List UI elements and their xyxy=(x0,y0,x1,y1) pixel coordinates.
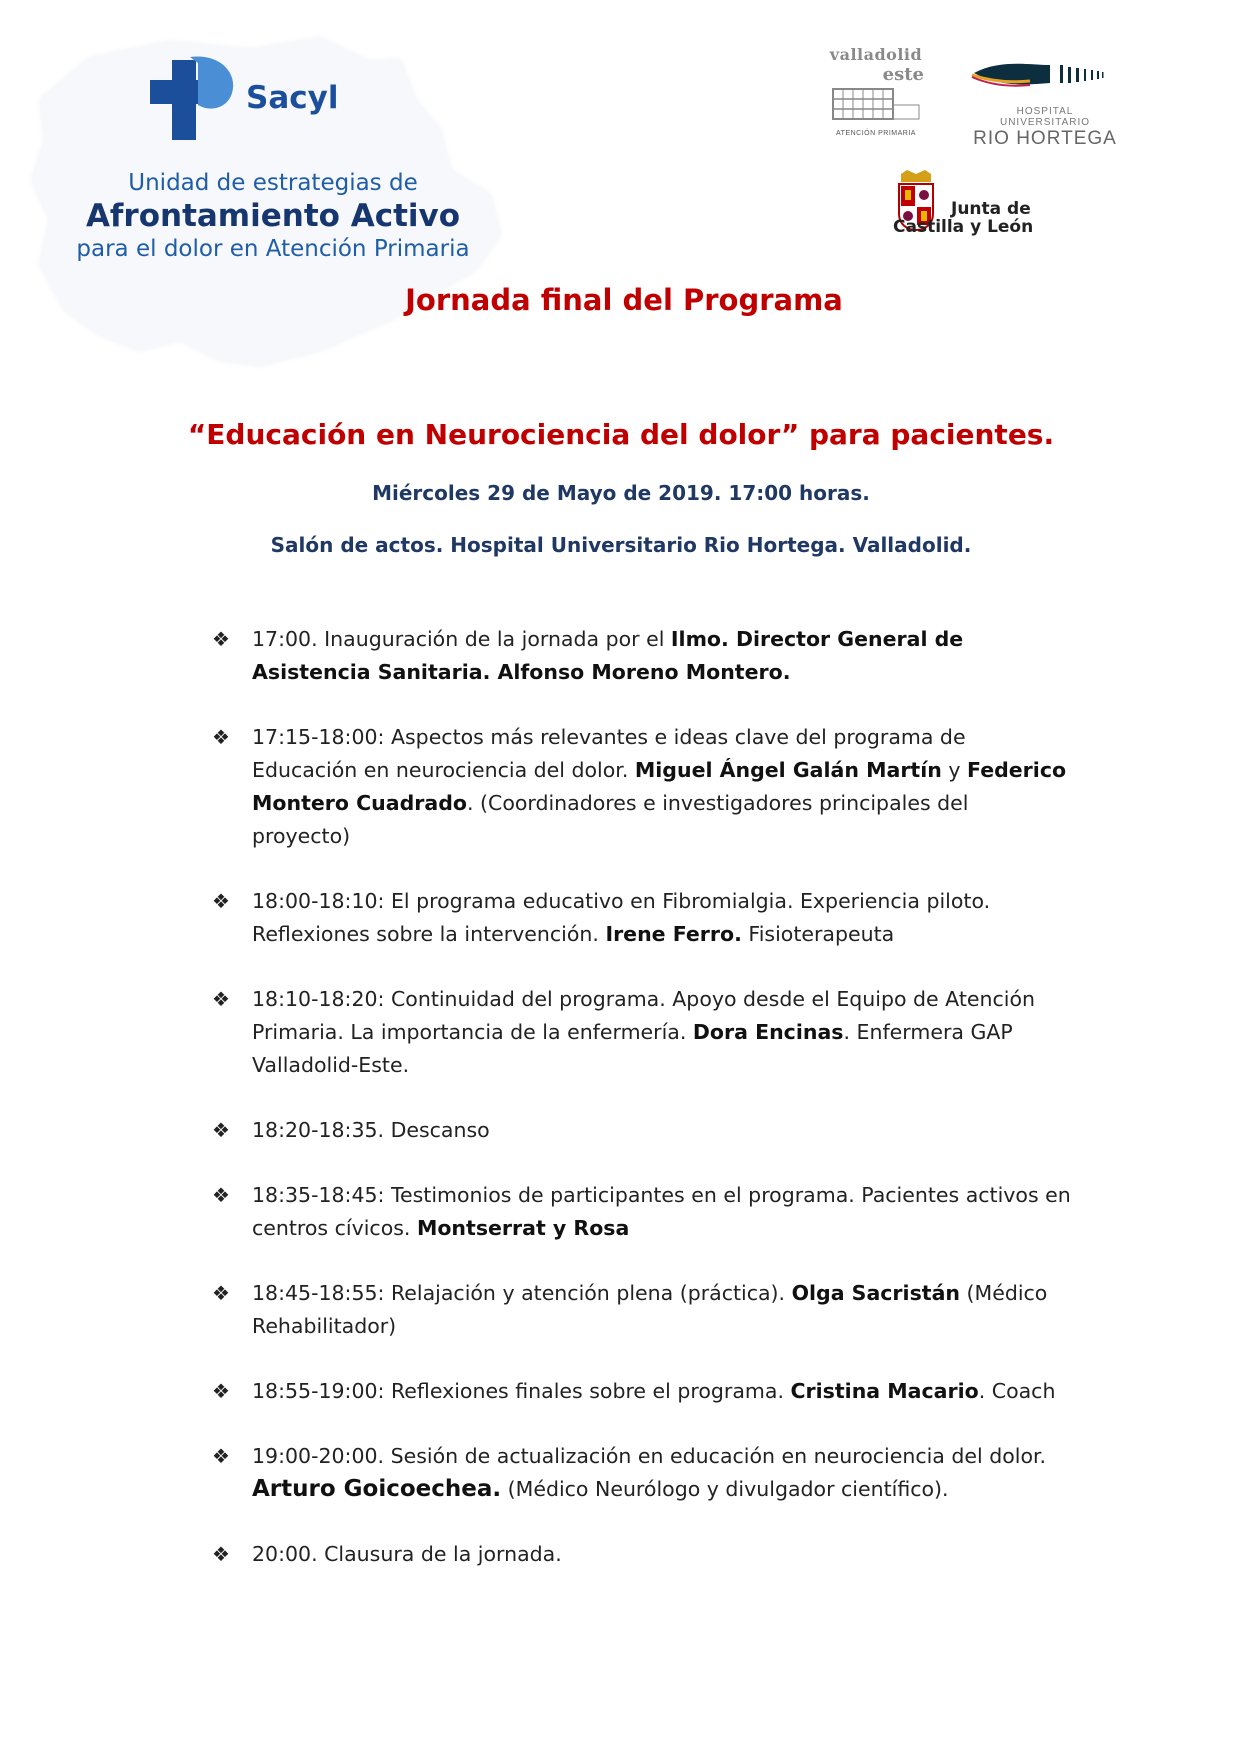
rio-hortega-logo xyxy=(970,55,1120,149)
sacyl-brand-text: Sacyl xyxy=(246,79,339,116)
agenda-item xyxy=(212,983,1072,1082)
agenda-item-text: Fisioterapeuta xyxy=(741,922,895,946)
diamond-bullet-icon: ❖ xyxy=(212,889,230,913)
jornada-title-row xyxy=(0,283,1242,317)
unit-title-line2: Afrontamiento Activo xyxy=(85,198,461,234)
event-date: Miércoles 29 de Mayo de 2019. 17:00 horas. xyxy=(372,481,870,505)
agenda-item-text: y xyxy=(941,758,968,782)
agenda-item-text: 18:20-18:35. Descanso xyxy=(252,1118,490,1142)
sacyl-logo xyxy=(150,55,338,140)
agenda-item xyxy=(212,1277,1072,1343)
agenda-item-speaker: Miguel Ángel Galán Martín xyxy=(634,758,942,782)
agenda-item-text: (Médico Neurólogo y divulgador científico). xyxy=(501,1477,949,1501)
agenda-item-text: 18:55-19:00: Reflexiones finales sobre el programa. xyxy=(252,1379,791,1403)
agenda-item-speaker: Ilmo. Director General de Asistencia Sanitaria. Alfonso Moreno Montero. xyxy=(252,627,964,684)
jcyl-line2: Castilla y León xyxy=(893,217,1034,237)
valladolid-este-logo xyxy=(820,45,932,145)
diamond-bullet-icon: ❖ xyxy=(212,1379,230,1403)
agenda-item xyxy=(212,1538,1072,1571)
rh-logo-small: HOSPITAL UNIVERSITARIO xyxy=(999,106,1091,128)
diamond-bullet-icon: ❖ xyxy=(212,1183,230,1207)
diamond-bullet-icon: ❖ xyxy=(212,1542,230,1566)
agenda-item xyxy=(212,1114,1072,1147)
rh-logo-big: RIO HORTEGA xyxy=(973,128,1117,149)
junta-castilla-leon-logo xyxy=(895,170,1033,236)
agenda-item-speaker: Olga Sacristán xyxy=(791,1281,960,1305)
rio-hortega-swoosh-icon xyxy=(970,55,1120,95)
agenda-item-text: (Médico Rehabilitador) xyxy=(252,1281,1048,1338)
agenda-item-text: . Enfermera GAP Valladolid-Este. xyxy=(252,1020,1013,1077)
va-logo-title: valladolid xyxy=(829,45,923,64)
diamond-bullet-icon: ❖ xyxy=(212,1444,230,1468)
agenda-item-text: 18:45-18:55: Relajación y atención plena (práctica). xyxy=(252,1281,792,1305)
agenda-item-text: 18:35-18:45: Testimonios de participantes en el programa. Pacientes activos en centros cívicos. xyxy=(252,1183,1071,1240)
agenda-item-text: 18:00-18:10: El programa educativo en Fibromialgia. Experiencia piloto. Reflexiones sobre la intervención. xyxy=(252,889,991,946)
agenda-item-text: 17:00. Inauguración de la jornada por el xyxy=(252,627,671,651)
agenda-item-text: . Coach xyxy=(978,1379,1056,1403)
va-logo-caption: ATENCIÓN PRIMARIA xyxy=(836,130,916,137)
agenda-item-speaker: Irene Ferro. xyxy=(605,922,742,946)
sacyl-cross-icon xyxy=(150,55,240,140)
diamond-bullet-icon: ❖ xyxy=(212,987,230,1011)
event-title: “Educación en Neurociencia del dolor” para pacientes. xyxy=(187,418,1055,451)
colosseum-icon xyxy=(831,85,921,123)
agenda-item-text: . (Coordinadores e investigadores principales del proyecto) xyxy=(252,791,969,848)
diamond-bullet-icon: ❖ xyxy=(212,627,230,651)
agenda-item-speaker: Arturo Goicoechea. xyxy=(252,1476,502,1502)
unit-title-line1: Unidad de estrategias de xyxy=(128,170,418,196)
agenda-item xyxy=(212,721,1072,853)
agenda-item-speaker: Dora Encinas xyxy=(692,1020,844,1044)
agenda-item xyxy=(212,1440,1072,1506)
agenda-item xyxy=(212,1375,1072,1408)
agenda-item xyxy=(212,885,1072,951)
agenda-item-text: 17:15-18:00: Aspectos más relevantes e ideas clave del programa de Educación en neurociencia del dolor. xyxy=(252,725,966,782)
agenda-list xyxy=(212,623,1072,1571)
diamond-bullet-icon: ❖ xyxy=(212,725,230,749)
agenda-item-text: 19:00-20:00. Sesión de actualización en educación en neurociencia del dolor. xyxy=(252,1444,1047,1468)
unit-title-block xyxy=(28,170,518,262)
unit-title-line3: para el dolor en Atención Primaria xyxy=(76,236,470,262)
agenda-item xyxy=(212,1179,1072,1245)
jornada-title: Jornada final del Programa xyxy=(405,283,843,317)
agenda-item-speaker: Montserrat y Rosa xyxy=(416,1216,630,1240)
agenda-item-text: 18:10-18:20: Continuidad del programa. Apoyo desde el Equipo de Atención Primaria. La importancia de la enfermería. xyxy=(252,987,1035,1044)
agenda-item-speaker: Federico Montero Cuadrado xyxy=(252,758,1067,815)
agenda-item xyxy=(212,623,1072,689)
agenda-item-speaker: Cristina Macario xyxy=(790,1379,979,1403)
diamond-bullet-icon: ❖ xyxy=(212,1281,230,1305)
jcyl-line1: Junta de xyxy=(951,199,1031,219)
agenda-item-text: 20:00. Clausura de la jornada. xyxy=(252,1542,562,1566)
diamond-bullet-icon: ❖ xyxy=(212,1118,230,1142)
event-place: Salón de actos. Hospital Universitario Rio Hortega. Valladolid. xyxy=(270,533,972,557)
va-logo-sub: este xyxy=(882,64,924,85)
